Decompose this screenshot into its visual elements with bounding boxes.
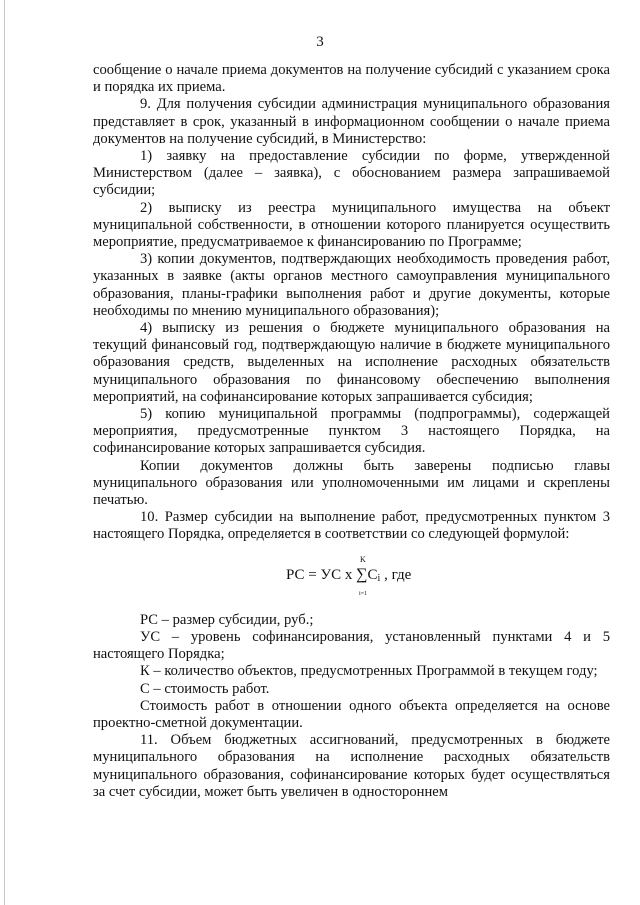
formula-spacer (93, 594, 610, 612)
paragraph: 4) выписку из решения о бюджете муниципального образования на текущий финансовый год, подтверждающую наличие в бюджете муниципального образования средств, выделенных на исполнение расходных обязательств муниципального образования по финансовому обеспечению выполнения мероприятий, на софинансирование которых запрашивается субсидия; (93, 320, 610, 405)
formula-expression (286, 566, 411, 587)
formula-subscript: i (377, 572, 381, 584)
paragraph: Стоимость работ в отношении одного объекта определяется на основе проектно-сметной документации. (93, 697, 610, 731)
paragraph: 5) копию муниципальной программы (подпрограммы), содержащей мероприятия, предусмотренные пунктом 3 настоящего Порядка, на софинансирование которых запрашивается субсидия. (93, 406, 610, 457)
formula-right: , где (380, 566, 412, 583)
page-number: 3 (316, 34, 324, 50)
subsidy-formula (93, 546, 610, 597)
paragraph: 2) выписку из реестра муниципального имущества на объект муниципальной собственности, в отношении которого планируется осуществить мероприятие, предусматриваемое к финансированию по Программе; (93, 199, 610, 251)
formula-left: РС = УС х (286, 566, 357, 583)
scan-margin-line (4, 0, 5, 905)
paragraph: 10. Размер субсидии на выполнение работ, предусмотренных пунктом 3 настоящего Порядка, определяется в соответствии со следующей формулой: (93, 509, 610, 543)
paragraph: 11. Объем бюджетных ассигнований, предусмотренных в бюджете муниципального образования на исполнение расходных обязательств муниципального образования, софинансирование которых будет осуществляться за счет субсидии, может быть увеличен в одностороннем (93, 732, 610, 800)
paragraph: 9. Для получения субсидии администрация муниципального образования представляет в срок, указанный в информационном сообщении о начале приема документов на получение субсидий, в Министерство: (93, 96, 610, 147)
formula-term: C (367, 566, 378, 583)
paragraph: сообщение о начале приема документов на получение субсидий с указанием срока и порядка их приема. (93, 62, 610, 96)
paragraph: К – количество объектов, предусмотренных Программой в текущем году; (140, 663, 598, 680)
paragraph: 1) заявку на предоставление субсидии по форме, утвержденной Министерством (далее – заявка), с обоснованием размера запрашиваемой субсидии; (93, 148, 610, 199)
paragraph: С – стоимость работ. (140, 680, 270, 697)
paragraph: РС – размер субсидии, руб.; (140, 611, 314, 628)
formula-lower-limit: i=1 (359, 590, 368, 597)
paragraphs-bottom (93, 612, 610, 801)
paragraph: Копии документов должны быть заверены подписью главы муниципального образования или уполномоченными им лицами и скреплены печатью. (93, 457, 610, 509)
paragraph: УС – уровень софинансирования, установленный пунктами 4 и 5 настоящего Порядка; (93, 628, 610, 663)
sum-sign: ∑ (356, 565, 368, 583)
paragraph: 3) копии документов, подтверждающих необходимость проведения работ, указанных в заявке (акты органов местного самоуправления муниципального образования, планы-графики выполнения работ и другие документы, которые необходимы по мнению муниципального образования); (93, 251, 610, 319)
document-body (93, 62, 610, 801)
formula-upper-limit: K (360, 554, 366, 564)
paragraphs-top (93, 62, 610, 544)
